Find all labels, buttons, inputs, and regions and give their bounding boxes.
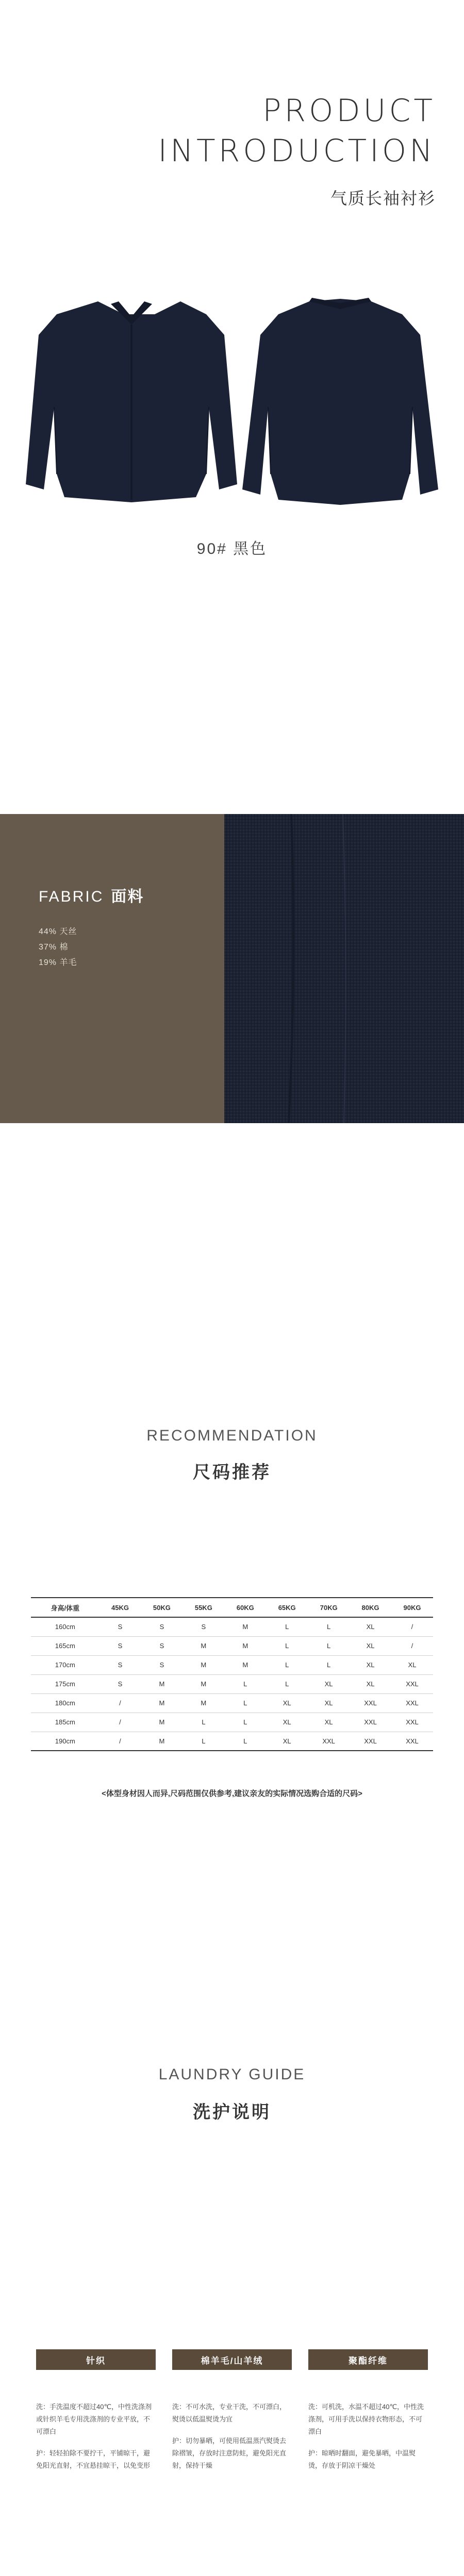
size-chart-cell: M xyxy=(183,1674,224,1693)
fabric-title-en: FABRIC xyxy=(39,888,104,905)
shirt-back-image xyxy=(235,294,446,510)
size-chart-cell: M xyxy=(141,1693,183,1713)
size-chart-cell: / xyxy=(100,1713,141,1732)
size-chart-cell: L xyxy=(266,1674,308,1693)
color-variant-label: 90# 黑色 xyxy=(196,540,268,557)
size-chart-cell: M xyxy=(183,1655,224,1674)
size-chart-cell: XL xyxy=(350,1617,391,1636)
size-chart-cell: L xyxy=(266,1617,308,1636)
size-chart-height-cell: 170cm xyxy=(31,1655,100,1674)
size-chart-cell: S xyxy=(100,1636,141,1655)
table-row xyxy=(31,1674,433,1693)
size-chart-height-cell: 190cm xyxy=(31,1732,100,1751)
care-card-title: 棉羊毛/山羊绒 xyxy=(172,2349,292,2370)
size-chart-cell: S xyxy=(100,1674,141,1693)
size-chart-cell: L xyxy=(308,1617,350,1636)
size-chart-header-cell: 55KG xyxy=(183,1598,224,1617)
size-chart-cell: XL xyxy=(308,1693,350,1713)
size-chart-cell: XXL xyxy=(350,1693,391,1713)
size-chart-cell: XL xyxy=(266,1713,308,1732)
recommendation-title-cn: 尺码推荐 xyxy=(193,1463,271,1482)
care-card-body xyxy=(172,2401,292,2481)
size-chart-header-row xyxy=(31,1598,433,1617)
size-chart-header-cell: 80KG xyxy=(350,1598,391,1617)
care-instruction: 护：切勿暴晒，可使用低温蒸汽熨烫去除褶皱，存放时注意防蛀，避免阳光直射，保持干燥 xyxy=(172,2437,287,2469)
size-chart-table xyxy=(31,1597,433,1751)
size-chart-cell: XL xyxy=(308,1713,350,1732)
shirt-front-image xyxy=(21,294,242,510)
size-chart-height-cell: 180cm xyxy=(31,1693,100,1713)
size-chart-header-cell: 70KG xyxy=(308,1598,350,1617)
size-chart-cell: XL xyxy=(350,1636,391,1655)
care-instruction: 洗：可机洗，水温不超过40℃，中性洗涤剂，可用手洗以保持衣物形态，不可漂白 xyxy=(308,2403,424,2435)
size-chart-cell: S xyxy=(141,1636,183,1655)
hero-title-line2: INTRODUCTION xyxy=(158,133,436,169)
size-chart-height-cell: 165cm xyxy=(31,1636,100,1655)
table-row xyxy=(31,1732,433,1751)
size-chart-cell: XL xyxy=(266,1693,308,1713)
table-row xyxy=(31,1713,433,1732)
size-chart-height-cell: 160cm xyxy=(31,1617,100,1636)
fabric-composition-item: 44% 天丝 xyxy=(39,927,77,936)
size-chart-cell: L xyxy=(224,1674,266,1693)
size-chart-cell: XXL xyxy=(391,1674,433,1693)
size-chart-cell: XXL xyxy=(350,1732,391,1751)
size-chart-cell: XXL xyxy=(391,1713,433,1732)
size-chart-cell: M xyxy=(141,1674,183,1693)
size-chart-cell: M xyxy=(141,1713,183,1732)
size-chart-cell: / xyxy=(100,1732,141,1751)
size-chart-cell: / xyxy=(100,1693,141,1713)
size-chart-cell: M xyxy=(141,1732,183,1751)
care-card-title: 针织 xyxy=(36,2349,156,2370)
size-chart-header-cell: 60KG xyxy=(224,1598,266,1617)
care-instruction: 护：晾晒时翻面，避免暴晒，中温熨烫，存放于阴凉干燥处 xyxy=(308,2449,416,2469)
care-card-title: 聚酯纤维 xyxy=(308,2349,428,2370)
size-chart-header-cell: 45KG xyxy=(100,1598,141,1617)
size-chart-header-cell: 50KG xyxy=(141,1598,183,1617)
size-chart-cell: / xyxy=(391,1617,433,1636)
size-chart-cell: M xyxy=(183,1636,224,1655)
size-chart-header-cell: 身高/体重 xyxy=(31,1598,100,1617)
size-chart-cell: L xyxy=(308,1655,350,1674)
size-chart-cell: XXL xyxy=(391,1732,433,1751)
size-chart-cell: S xyxy=(100,1655,141,1674)
size-chart-header-cell: 90KG xyxy=(391,1598,433,1617)
size-chart-height-cell: 185cm xyxy=(31,1713,100,1732)
hero-subtitle: 气质长袖衬衫 xyxy=(330,189,436,208)
size-chart-cell: XL xyxy=(350,1674,391,1693)
size-chart-cell: S xyxy=(141,1617,183,1636)
table-row xyxy=(31,1655,433,1674)
size-chart-cell: M xyxy=(224,1655,266,1674)
size-chart-cell: L xyxy=(183,1713,224,1732)
fabric-title-cn: 面料 xyxy=(111,888,144,905)
care-instruction: 洗：不可水洗，专业干洗，不可漂白，熨烫以低温熨烫为宜 xyxy=(172,2403,287,2423)
care-card-body xyxy=(308,2401,428,2481)
laundry-title-cn: 洗护说明 xyxy=(193,2103,271,2122)
size-chart-header-cell: 65KG xyxy=(266,1598,308,1617)
size-chart-cell: XL xyxy=(391,1655,433,1674)
table-row xyxy=(31,1636,433,1655)
size-chart-cell: XXL xyxy=(308,1732,350,1751)
table-row xyxy=(31,1693,433,1713)
size-chart-cell: S xyxy=(141,1655,183,1674)
size-chart-cell: M xyxy=(224,1636,266,1655)
laundry-title-en: LAUNDRY GUIDE xyxy=(158,2066,306,2083)
size-chart-cell: L xyxy=(266,1636,308,1655)
care-card-body xyxy=(36,2401,156,2481)
size-chart-cell: L xyxy=(224,1732,266,1751)
size-chart-cell: L xyxy=(266,1655,308,1674)
hero-title-line1: PRODUCT xyxy=(262,93,436,129)
care-instruction: 洗：手洗温度不超过40℃，中性洗涤剂或针织羊毛专用洗涤剂的专业平放，不可漂白 xyxy=(36,2403,152,2435)
fabric-closeup-image xyxy=(224,814,464,1123)
size-chart-cell: XL xyxy=(308,1674,350,1693)
size-chart-cell: L xyxy=(224,1713,266,1732)
fabric-composition-item: 19% 羊毛 xyxy=(39,958,77,967)
fabric-composition-item: 37% 棉 xyxy=(39,943,69,952)
size-chart-cell: M xyxy=(224,1617,266,1636)
size-note: <体型身材因人而异,尺码范围仅供参考,建议亲友的实际情况选购合适的尺码> xyxy=(102,1789,362,1798)
size-chart-cell: S xyxy=(183,1617,224,1636)
size-chart-cell: XXL xyxy=(391,1693,433,1713)
table-row xyxy=(31,1617,433,1636)
fabric-info-panel xyxy=(0,814,224,1123)
size-chart-height-cell: 175cm xyxy=(31,1674,100,1693)
size-chart-cell: L xyxy=(224,1693,266,1713)
size-chart-cell: L xyxy=(183,1732,224,1751)
size-chart-cell: M xyxy=(183,1693,224,1713)
fabric-section xyxy=(0,814,464,1123)
size-chart-cell: / xyxy=(391,1636,433,1655)
size-chart-cell: XXL xyxy=(350,1713,391,1732)
size-chart-cell: XL xyxy=(350,1655,391,1674)
size-chart-cell: L xyxy=(308,1636,350,1655)
care-instruction: 护：轻轻拍除不要拧干，平铺晾干，避免阳光直射，不宜悬挂晾干，以免变形 xyxy=(36,2449,151,2469)
size-chart-cell: S xyxy=(100,1617,141,1636)
recommendation-title-en: RECOMMENDATION xyxy=(146,1427,318,1444)
size-chart-cell: XL xyxy=(266,1732,308,1751)
fabric-title xyxy=(39,884,144,906)
